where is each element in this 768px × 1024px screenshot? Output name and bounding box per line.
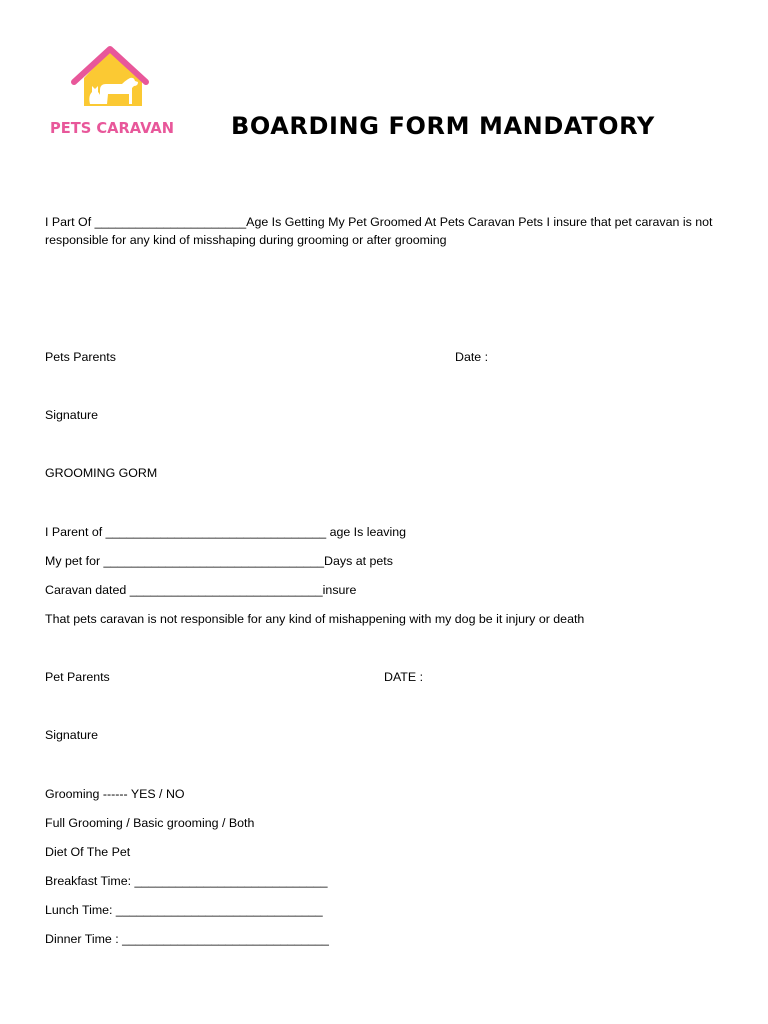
diet-label: Diet Of The Pet bbox=[45, 845, 131, 859]
grooming-yes-no-line: Grooming ------ YES / NO bbox=[45, 787, 185, 801]
parent-of-line: I Parent of ________________________________ age Is leaving bbox=[45, 525, 407, 539]
intro-line-1: I Part Of ______________________Age Is Getting My Pet Groomed At Pets Caravan Pets I insure that pet caravan is not bbox=[45, 215, 713, 229]
intro-paragraph bbox=[45, 213, 725, 249]
logo-text: PETS CARAVAN bbox=[50, 119, 174, 137]
pet-parents-label: Pet Parents bbox=[45, 670, 110, 684]
signature-label: Signature bbox=[45, 408, 99, 422]
pet-for-line: My pet for ________________________________Days at pets bbox=[45, 554, 393, 568]
pets-parents-label: Pets Parents bbox=[45, 350, 116, 364]
date-label: Date : bbox=[455, 350, 489, 364]
caravan-dated-line: Caravan dated ____________________________insure bbox=[45, 583, 357, 597]
date-label-2: DATE : bbox=[384, 670, 424, 684]
house-pets-icon bbox=[44, 44, 180, 144]
intro-line-2: responsible for any kind of misshaping during grooming or after grooming bbox=[45, 233, 447, 247]
lunch-time-line: Lunch Time: ______________________________ bbox=[45, 903, 323, 917]
signature-label-2: Signature bbox=[45, 728, 99, 742]
page-title: BOARDING FORM MANDATORY bbox=[231, 112, 655, 140]
pets-caravan-logo bbox=[44, 44, 180, 144]
breakfast-time-line: Breakfast Time: ____________________________ bbox=[45, 874, 328, 888]
grooming-form-heading: GROOMING GORM bbox=[45, 466, 158, 480]
disclaimer-line: That pets caravan is not responsible for any kind of mishappening with my dog be it injury or death bbox=[45, 612, 585, 626]
grooming-options-line: Full Grooming / Basic grooming / Both bbox=[45, 816, 255, 830]
dinner-time-line: Dinner Time : ______________________________ bbox=[45, 932, 329, 946]
